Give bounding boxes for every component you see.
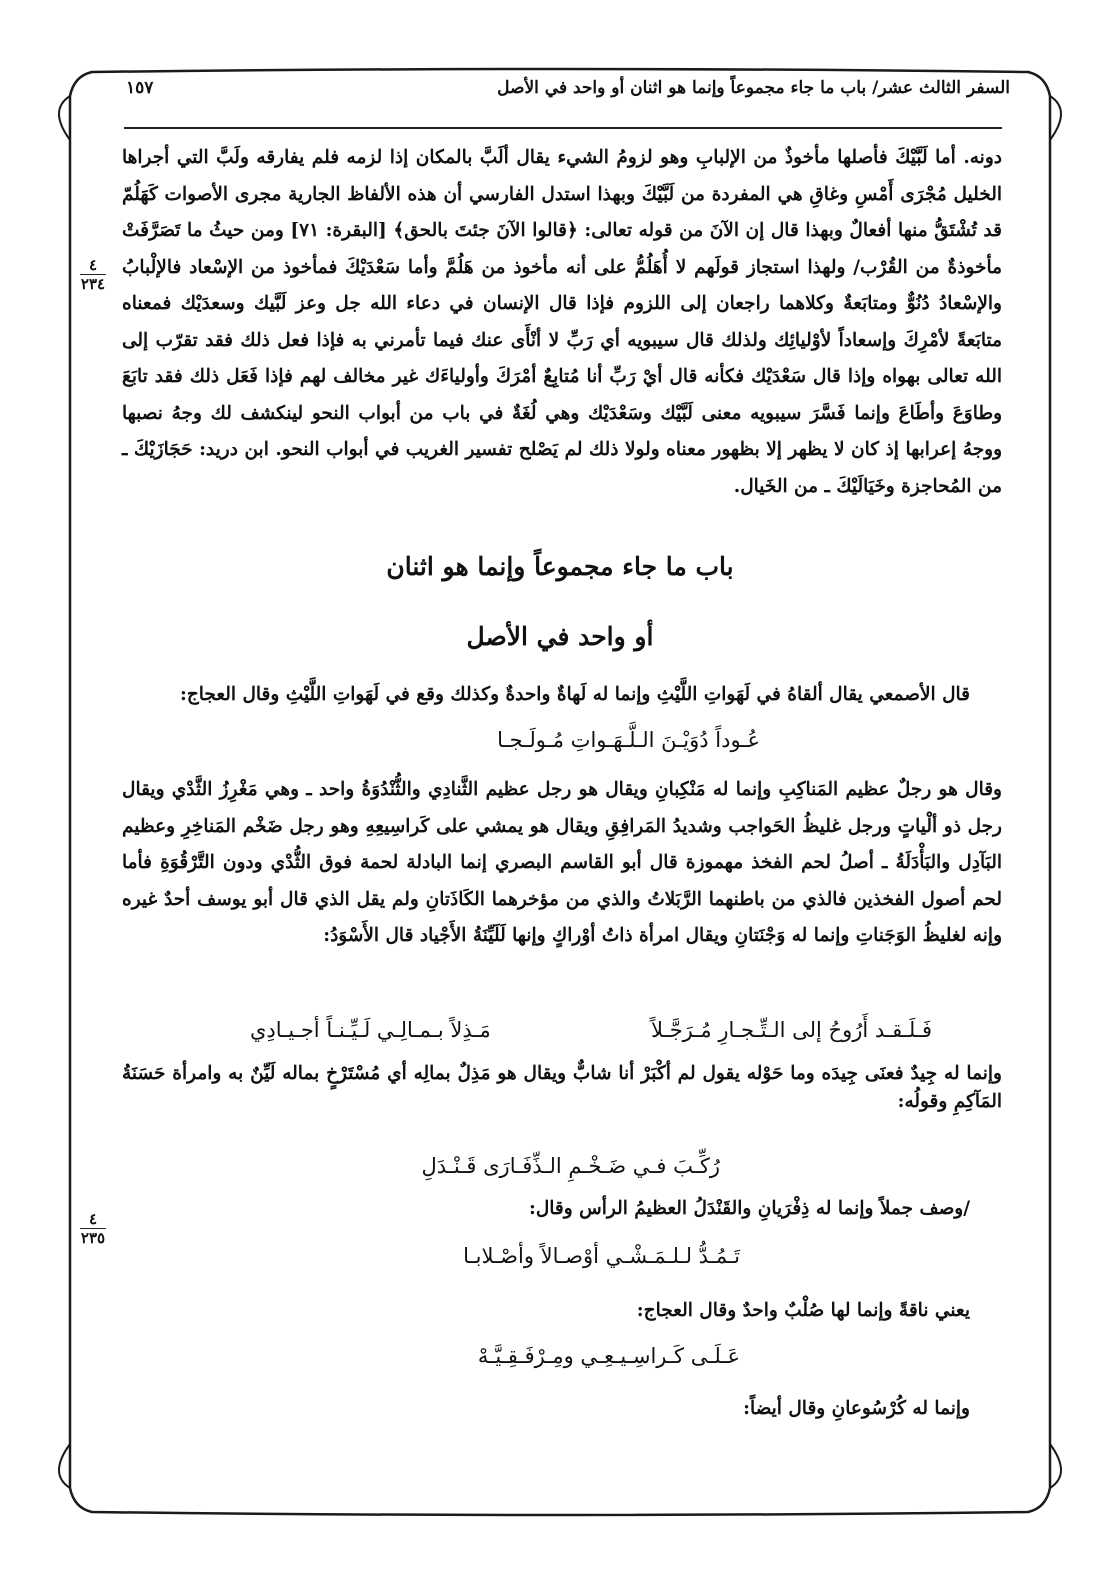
margin-reference [78, 258, 108, 291]
paragraph-3: وقال هو رجلٌ عظيم المَناكِبِ وإنما له مَنْكِبانِ ويقال هو رجل عظيم الثَّنادِي والثُّنْدُوَةُ واحد ـ وهي مَغْرِزُ الثَّدْي ويقال رجل ذو ألْياتٍ ورجل غليظُ الحَواجب وشديدُ المَرافِقِ ويقال هو يمشي على كَراسِيعِهِ وهو رجل ضَخْم المَناخِرِ وعظيم البَآدِل والبَأْدَلَةُ ـ أصلُ لحم الفخذ مهموزة قال أبو القاسم البصري إنما البادلة لحمة فوق الثُّدْي ودون التَّرْقُوَةِ فأما لحم أصول الفخذين فالذي من باطنهما الرَّبَلاتُ والذي من مؤخرهما الكَاذَتانِ ولم يقل الذي قال أبو يوسف أحدٌ غيره وإنه لغليظُ الوَجَناتِ وإنما له وَجْنَتانِ ويقال امرأة ذاتُ أوْراكٍ وإنها لَلَيِّنَةُ الأَجْياد قال الأَسْوَدُ: [122, 779, 1002, 946]
paragraph-4: وإنما له جِيدٌ فعنَى جِيدَه وما حَوْله يقول لم أكْبَرْ أنا شابٌّ ويقال هو مَذِلٌ بمالِه أي مُسْتَرْخٍ بماله لَيِّنٌ به وامرأة حَسَنَةُ المَآكِمِ وقولُه: [122, 1063, 1002, 1112]
verse-2-second-hemistich: مَـذِلاً بـمـالِـي لَـيِّـنـاً أجـيـادِي [250, 1018, 491, 1042]
paragraph-1: دونه. أما لَبَّيْكَ فأصلها مأخوذٌ من الإلبابِ وهو لزومُ الشيء يقال ألَبَّ بالمكان إذا لزمه فلم يفارقه ولَبَّ التي أجراها الخليل مُجْرَى أَمْسِ وغاقِ هي المفردة من لَبَّيْكَ وبهذا استدل الفارسي أن هذه الألفاظ الجارية مجرى الأصوات كَهَلُمّ قد تُشْتَقُّ منها أفعالٌ وبهذا قال إن الآنَ من قوله تعالى: ﴿قالوا الآنَ جئتَ بالحق﴾ [البقرة: ٧١] ومن حيثُ ما تَصَرَّفَتْ مأخوذةٌ من القُرْب/ ولهذا استجاز قولَهم لا أُهَلُمُّ على أنه مأخوذ من هَلُمَّ وأما سَعْدَيْكَ فمأخوذ من الإسْعاد فالإلْبابُ والإسْعادُ دُنُوٌّ ومتابَعةٌ وكلاهما راجعان إلى اللزوم فإذا قال الإنسان في دعاء الله جل وعز لَبَّيك وسعدَيْك فمعناه متابَعةً لأمْرِكَ وإسعاداً لأوْليائِك ولذلك قال سيبويه أي رَبِّ لا أنْأَى عنك فيما تأمرني به فإذا فعل ذلك فقد تقرّب إلى الله تعالى بهواه وإذا قال سَعْدَيْك فكأنه قال أيْ رَبِّ أنا مُتابِعٌ أمْرَكَ وأولياءَك غير مخالف لهم فإذا فَعَل ذلك فقد تابَعَ وطاوَعَ وأطَاعَ وإنما فَسَّرَ سيبويه معنى لَبَّيْك وسَعْدَيْك وهي لُغَةٌ في باب من أبواب النحو لينكشف لك وجهُ نصبها ووجهُ إعرابها إذ كان لا يظهر إلا بظهور معناه ولولا ذلك لم يَصْلح تفسير الغريب في أبواب النحو. ابن دريد: حَجَازَيْكَ ـ من المُحاجزة وخَيَالَيْكَ ـ من الخَيال. [122, 147, 1002, 497]
chapter-title-line-2: أو واحد في الأصل [466, 622, 654, 651]
line-1: /وصف جملاً وإنما له ذِفْرَيانِ والقَنْدَلُ العظيمُ الرأس وقال: [529, 1198, 970, 1219]
verse-2-first-hemistich: فَـلَـقـد أَرُوحُ إلى الـتِّـجـارِ مُـرَجَّـلاً [651, 1018, 932, 1042]
margin-ref-page: ٢٣٥ [80, 1229, 106, 1247]
running-header [118, 78, 1010, 104]
chapter-title-line-1: باب ما جاء مجموعاً وإنما هو اثنان [386, 552, 734, 581]
verse-3: رُكِّـبَ فـي ضَـخْـمِ الـذِّفَـارَى قَـنْـدَلِ [421, 1154, 720, 1178]
margin-ref-page: ٢٣٤ [80, 275, 106, 293]
margin-reference [78, 1212, 108, 1245]
paragraph-2: قال الأصمعي يقال ألقاهُ في لَهَواتِ اللَّيْثِ وإنما له لَهاةٌ واحدةٌ وكذلك وقع في لَهَواتِ اللَّيْثِ وقال العجاج: [179, 684, 970, 705]
line-3: وإنما له كُرْسُوعانِ وقال أيضاً: [743, 1398, 970, 1419]
verse-5: عَـلَـى كَـراسِـيـعِـي ومِـرْفَـقِـيَّـهْ [477, 1344, 740, 1368]
verse-4: تَـمُـدُّ لـلـمَـشْـي أوْصـالاً وأصْـلابـا [463, 1244, 740, 1268]
header-rule [124, 127, 1002, 129]
running-title: السفر الثالث عشر/ باب ما جاء مجموعاً وإنما هو اثنان أو واحد في الأصل [497, 78, 1010, 98]
margin-ref-volume: ٤ [88, 256, 98, 274]
page-number: ١٥٧ [126, 78, 154, 98]
verse-1: عُـوداً دُوَيْـنَ الـلَّـهَـواتِ مُـولَـجـا [497, 728, 760, 752]
line-2: يعني ناقةً وإنما لها صُلْبٌ واحدٌ وقال العجاج: [636, 1300, 970, 1321]
margin-ref-volume: ٤ [88, 1210, 98, 1228]
